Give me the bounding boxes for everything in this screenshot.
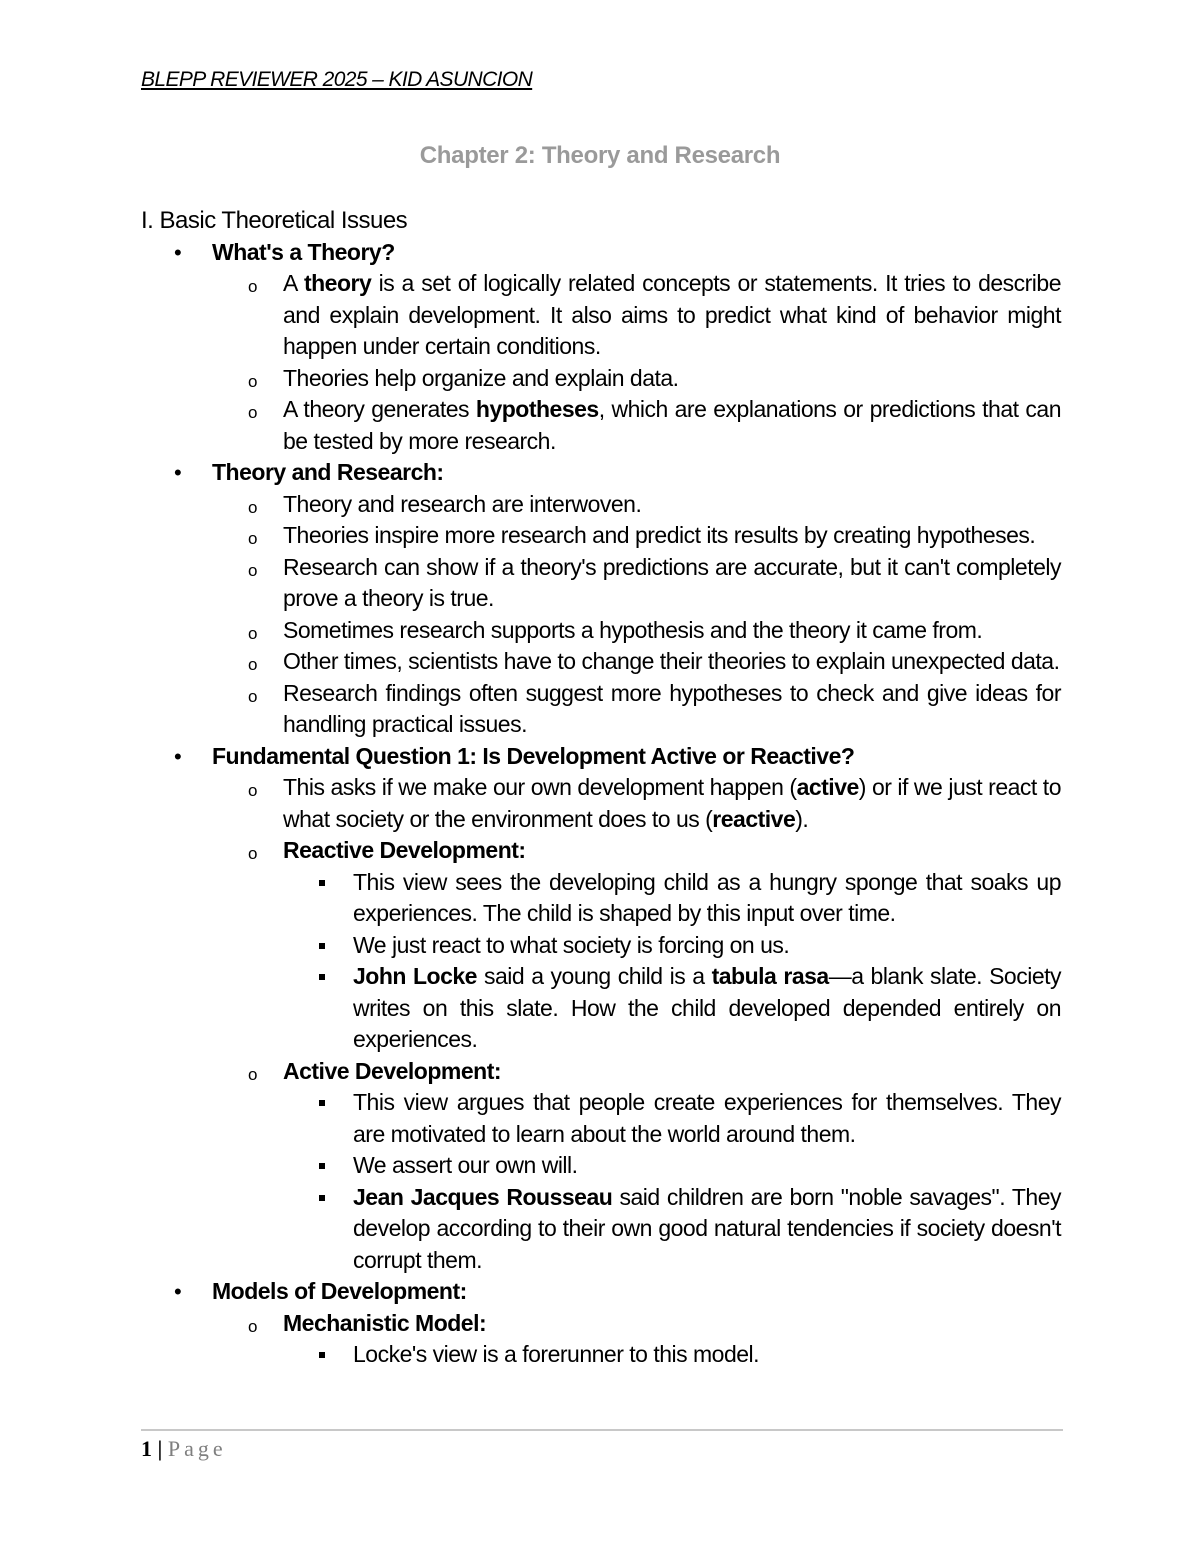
text-run: This asks if we make our own development happen ( [283, 774, 797, 800]
text-run: ) or if we just react to what society or the environment does to us ( [283, 774, 1061, 832]
text-run: , which are explanations or predictions that can be tested by more research. [283, 396, 1061, 454]
text-run: Locke's view is a forerunner to this model. [353, 1341, 760, 1367]
circle-bullet-icon: o [248, 655, 257, 674]
circle-bullet-icon: o [248, 1064, 257, 1084]
list-item [212, 772, 1061, 835]
main-content [141, 205, 1061, 1371]
detail-list [283, 1339, 1061, 1371]
list-item [283, 1087, 1061, 1150]
list-item [212, 646, 1061, 678]
detail-list [283, 867, 1061, 1056]
page-number: 1 [141, 1436, 152, 1461]
circle-bullet-icon: o [248, 623, 257, 643]
subtopic-list [212, 268, 1061, 457]
subtopic-list [212, 489, 1061, 741]
subtopic-heading: Active Development: [283, 1057, 502, 1084]
topic-heading: Fundamental Question 1: Is Development Active or Reactive? [212, 742, 855, 769]
bullet-dot-icon: • [174, 743, 182, 769]
list-item [212, 268, 1061, 363]
text-run: Theories inspire more research and predict its results by creating hypotheses. [283, 522, 1036, 548]
text-run: said a young child is a [476, 963, 712, 989]
list-item [212, 615, 1061, 647]
circle-bullet-icon: o [248, 371, 257, 391]
text-run: Other times, scientists have to change their theories to explain unexpected data. [283, 648, 1060, 674]
list-item [212, 1056, 1061, 1277]
bold-term: tabula rasa [711, 963, 829, 989]
topic-heading: Models of Development: [212, 1278, 467, 1304]
bold-term: John Locke [353, 963, 477, 989]
circle-bullet-icon: o [248, 497, 257, 517]
list-item [283, 1339, 1061, 1371]
square-bullet-icon [319, 1163, 325, 1169]
page-label: Page [167, 1436, 227, 1461]
text-run: is a set of logically related concepts or statements. It tries to describe and explain development. It also aims to predict what kind of behavior might happen under certain conditions. [283, 270, 1062, 359]
text-run: Sometimes research supports a hypothesis and the theory it came from. [283, 616, 983, 643]
text-run: ). [795, 805, 809, 832]
topic-item [141, 741, 1061, 1277]
circle-bullet-icon: o [248, 529, 257, 548]
text-run: This view argues that people create experiences for themselves. They are motivated to learn about the world around them. [353, 1089, 1061, 1147]
square-bullet-icon [319, 1352, 325, 1358]
list-item [212, 520, 1061, 552]
circle-bullet-icon: o [248, 1316, 257, 1336]
list-item [283, 867, 1061, 930]
list-item [212, 394, 1061, 457]
list-item [212, 489, 1061, 521]
bullet-dot-icon: • [174, 460, 182, 485]
circle-bullet-icon: o [248, 781, 257, 800]
circle-bullet-icon: o [248, 686, 257, 706]
square-bullet-icon [319, 974, 325, 980]
text-run: A [283, 270, 304, 296]
subtopic-heading: Mechanistic Model: [283, 1309, 487, 1336]
list-item [283, 930, 1061, 962]
square-bullet-icon [319, 880, 325, 886]
subtopic-list [212, 1308, 1061, 1371]
circle-bullet-icon: o [248, 560, 257, 580]
text-run: Theories help organize and explain data. [283, 364, 679, 391]
subtopic-list [212, 772, 1061, 1276]
text-run: This view sees the developing child as a hungry sponge that soaks up experiences. The child is shaped by this input over time. [353, 868, 1061, 926]
text-run: Theory and research are interwoven. [283, 490, 642, 517]
text-run: We assert our own will. [353, 1152, 578, 1178]
section-title: I. Basic Theoretical Issues [141, 207, 408, 234]
text-run: said children are born "noble savages". They develop according to their own good natural tendencies if society doesn't corrupt them. [353, 1183, 1062, 1273]
bullet-dot-icon: • [174, 239, 182, 265]
bold-term: reactive [712, 805, 796, 832]
page-footer [141, 1436, 227, 1462]
topic-heading: Theory and Research: [212, 459, 444, 485]
topic-item [141, 237, 1061, 458]
square-bullet-icon [319, 1195, 325, 1201]
topic-item [141, 457, 1061, 741]
text-run: A theory generates [283, 396, 476, 422]
bold-term: theory [303, 270, 372, 296]
topic-heading: What's a Theory? [212, 238, 395, 265]
text-run: —a blank slate. Society writes on this slate. How the child developed depended entirely on experiences. [353, 963, 1061, 1052]
list-item [283, 1182, 1061, 1277]
list-item [283, 1150, 1061, 1182]
circle-bullet-icon: o [248, 403, 257, 422]
list-item [212, 363, 1061, 395]
topic-list [141, 237, 1061, 1371]
subtopic-heading: Reactive Development: [283, 837, 526, 863]
circle-bullet-icon: o [248, 277, 257, 296]
text-run: Research findings often suggest more hypotheses to check and give ideas for handling practical issues. [283, 679, 1061, 737]
bold-term: Jean Jacques Rousseau [353, 1183, 613, 1210]
topic-item [141, 1276, 1061, 1371]
list-item [212, 835, 1061, 1056]
list-item [212, 552, 1061, 615]
footer-separator: | [152, 1436, 168, 1461]
page-header: BLEPP REVIEWER 2025 – KID ASUNCION [141, 68, 533, 91]
square-bullet-icon [319, 943, 325, 949]
bullet-dot-icon: • [174, 1279, 182, 1304]
detail-list [283, 1087, 1061, 1276]
list-item [212, 678, 1061, 741]
circle-bullet-icon: o [248, 844, 257, 863]
list-item [283, 961, 1061, 1056]
bold-term: hypotheses [475, 396, 599, 422]
footer-divider [141, 1429, 1063, 1431]
list-item [212, 1308, 1061, 1371]
text-run: We just react to what society is forcing on us. [353, 931, 790, 958]
bold-term: active [796, 774, 859, 800]
text-run: Research can show if a theory's predictions are accurate, but it can't completely prove a theory is true. [283, 553, 1061, 611]
chapter-title: Chapter 2: Theory and Research [419, 142, 781, 169]
square-bullet-icon [319, 1100, 325, 1106]
